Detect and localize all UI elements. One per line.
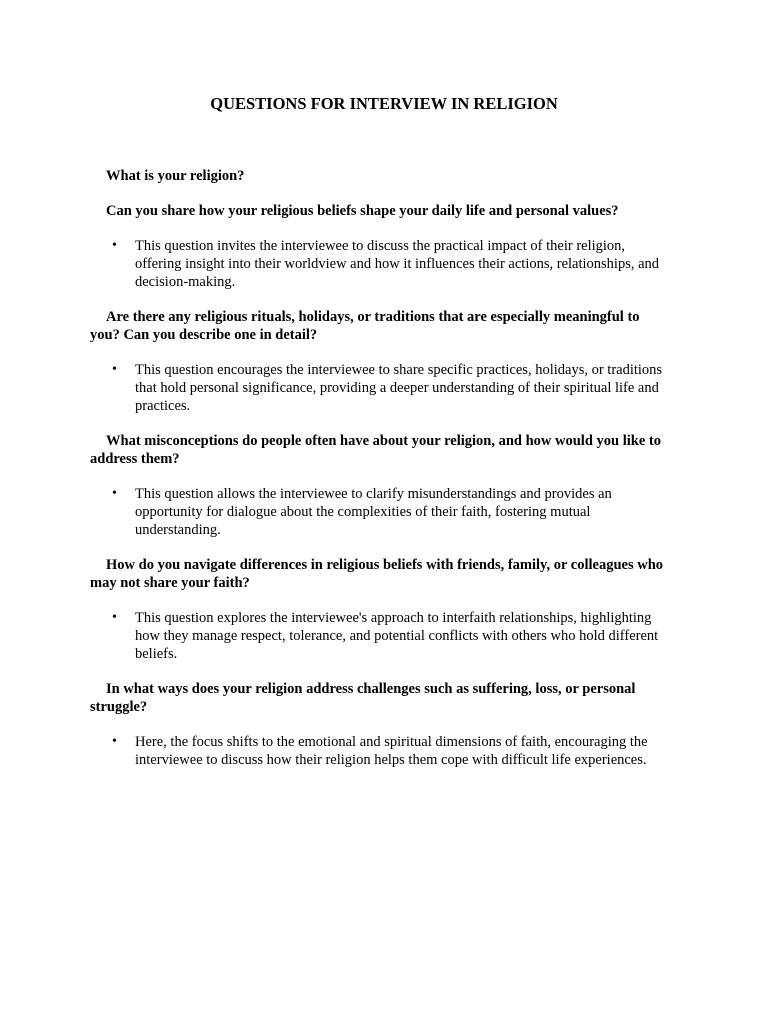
document-title: QUESTIONS FOR INTERVIEW IN RELIGION	[210, 94, 558, 113]
question-text: Can you share how your religious beliefs shape your daily life and personal values?	[106, 203, 619, 219]
answer-item	[90, 237, 672, 291]
question-text: In what ways does your religion address challenges such as suffering, loss, or personal struggle?	[90, 681, 636, 715]
question-text: How do you navigate differences in religious beliefs with friends, family, or colleagues who may not share your faith?	[90, 557, 664, 591]
answer-text: This question encourages the interviewee to share specific practices, holidays, or traditions that hold personal significance, providing a deeper understanding of their spiritual life and practices.	[135, 362, 663, 414]
answer-list	[90, 733, 672, 769]
answer-text: This question invites the interviewee to discuss the practical impact of their religion, offering insight into their worldview and how it influences their actions, relationships, and decision-making.	[135, 238, 660, 290]
bullet-icon: •	[112, 734, 117, 749]
bullet-icon: •	[112, 238, 117, 253]
question-block	[90, 167, 672, 185]
bullet-icon: •	[112, 610, 117, 625]
bullet-icon: •	[112, 486, 117, 501]
answer-text: This question explores the interviewee's approach to interfaith relationships, highlighting how they manage respect, tolerance, and potential conflicts with others who hold different beliefs.	[135, 610, 659, 662]
answer-item	[90, 485, 672, 539]
question-text: What misconceptions do people often have about your religion, and how would you like to address them?	[90, 433, 661, 467]
answer-text: Here, the focus shifts to the emotional and spiritual dimensions of faith, encouraging the interviewee to discuss how their religion helps them cope with difficult life experiences.	[135, 734, 648, 768]
answer-list	[90, 361, 672, 415]
answer-list	[90, 237, 672, 291]
question-block	[90, 432, 672, 539]
question-block	[90, 202, 672, 291]
answer-text: This question allows the interviewee to clarify misunderstandings and provides an opportunity for dialogue about the complexities of their faith, fostering mutual understanding.	[135, 486, 612, 538]
answer-item	[90, 733, 672, 769]
answer-list	[90, 485, 672, 539]
answer-item	[90, 609, 672, 663]
question-text: What is your religion?	[106, 168, 245, 184]
answer-list	[90, 609, 672, 663]
question-list	[90, 167, 672, 769]
question-block	[90, 308, 672, 415]
bullet-icon: •	[112, 362, 117, 377]
question-text: Are there any religious rituals, holidays, or traditions that are especially meaningful to you? Can you describe one in detail?	[90, 309, 640, 343]
question-block	[90, 680, 672, 769]
question-block	[90, 556, 672, 663]
answer-item	[90, 361, 672, 415]
